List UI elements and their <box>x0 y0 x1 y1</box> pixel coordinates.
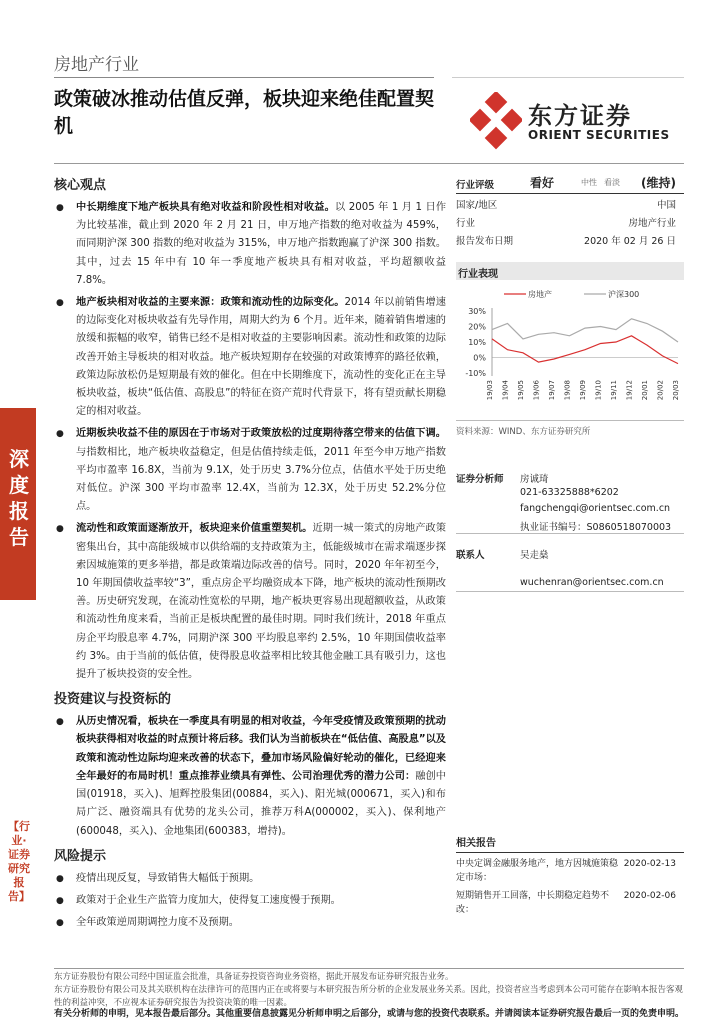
report-title: 政策破冰推动估值反弹，板块迎来绝佳配置契机 <box>54 88 435 137</box>
risk-item: ● 疫情出现反复，导致销售大幅低于预期。 <box>54 870 446 888</box>
info-row <box>456 214 684 230</box>
x-tick-label: 19/05 <box>517 380 525 401</box>
rating-row <box>456 174 684 194</box>
analyst-name: 房诚琦 <box>520 474 549 485</box>
related-item[interactable] <box>456 889 684 917</box>
report-category-vertical: 【行业·证券研究报告】 <box>8 820 30 903</box>
related-heading: 相关报告 <box>456 834 684 853</box>
orient-securities-logo <box>470 92 680 152</box>
core-bullet <box>54 425 446 516</box>
rating-neutral: 中性 <box>581 178 597 187</box>
footer-line: 东方证券股份有限公司经中国证监会批准，具备证券投资咨询业务资格，据此开展发布证券研究报告业务。 <box>54 972 454 982</box>
info-value: 中国 <box>656 200 676 211</box>
related-date: 2020-02-13 <box>623 859 676 869</box>
x-tick-label: 20/02 <box>656 380 665 401</box>
analyst-cert: 执业证书编号：S0860518070003 <box>520 522 672 533</box>
footer-disclaimer <box>54 968 684 1010</box>
chart-source: 资料来源：WIND、东方证券研究所 <box>456 420 684 437</box>
logo-en-text: ORIENT SECURITIES <box>528 128 670 142</box>
analyst-cert-row <box>456 518 684 534</box>
invest-bullet <box>54 713 446 840</box>
info-key: 行业 <box>456 218 476 229</box>
related-title: 中央定调金融服务地产，地方因城施策稳定市场： <box>456 859 619 883</box>
analyst-phone-row <box>456 486 684 502</box>
info-row <box>456 232 684 248</box>
core-bullet-text: 近期一城一策式的房地产政策密集出台，其中高能级城市以供给端的支持政策为主，低能级城市在需求端逐步探索因城施策的更多举措，都是政策端边际改善的信号。同时，2020 年年初至今，10 年期国债收益率较“3”，重点房企平均融资成本下降，地产板块的流动性预期改善。历史研究发现，在流动性宽松的早期，地产板块更容易出现超额收益，从政策和流动性角度来看，当前正是板块配置的最佳时期。同时我们统计，2018 年重点房企平均股息率 4.7%，同期沪深 300 平均股息率约 2.5%，10 年期国债收益率约 3%。由于当前的低估值，使得股息收益率相比较其他金融工具有吸引力，这也提升了板块投资的安全性。 <box>76 523 447 681</box>
x-tick-label: 19/06 <box>532 380 541 401</box>
info-row <box>456 196 684 212</box>
contact-row <box>456 546 684 562</box>
footer-line: 东方证券股份有限公司及其关联机构在法律许可的范围内正在或将要与本研究报告所分析的企业发展业务关系。因此，投资者应当考虑到本公司可能存在影响本报告客观性的利益冲突，不应视本证券研究报告为投资决策的唯一因素。 <box>54 985 684 1008</box>
analyst-panel <box>456 470 684 592</box>
related-date: 2020-02-06 <box>623 891 676 901</box>
core-bullet-lead: 流动性和政策面逐渐放开，板块迎来价值重塑契机。 <box>76 523 313 535</box>
analyst-email[interactable]: fangchengqi@orientsec.com.cn <box>520 503 671 514</box>
trend-chart-svg <box>456 286 684 406</box>
header-divider <box>54 77 434 78</box>
contact-email[interactable]: wuchenran@orientsec.com.cn <box>520 577 664 588</box>
y-tick-label: 10% <box>468 338 486 347</box>
series-line <box>492 336 678 364</box>
core-bullet-text: 与指数相比，地产板块收益稳定，但是估值持续走低，2011 年至今申万地产指数平均市盈率 16.8X，当前为 9.1X，处于历史 3.7%分位点，估值水平处于历史绝对低位。沪深 300 平均市盈率 12.4X，当前为 12.3X，处于历史 52.2%分位点。 <box>76 446 446 513</box>
rating-keep: (维持) <box>641 176 676 190</box>
x-tick-label: 20/03 <box>672 380 680 401</box>
risk-item: ● 全年政策逆周期调控力度不及预期。 <box>54 914 446 932</box>
top-rule <box>54 163 684 164</box>
y-tick-label: 20% <box>468 322 486 332</box>
contact-email-row <box>456 576 684 592</box>
related-reports <box>456 834 684 921</box>
x-tick-label: 19/09 <box>579 380 587 401</box>
info-value: 2020 年 02 月 26 日 <box>584 236 676 247</box>
risk-item: ● 政策对于企业生产监管力度加大，使得复工速度慢于预期。 <box>54 892 446 910</box>
invest-heading: 投资建议与投资标的 <box>54 692 172 708</box>
core-bullet-text: 2014 年以前销售增速的边际变化对板块收益有先导作用，周期大约为 6 个月。近年来，随着销售增速的放缓和振幅的收窄，销售已经不是相对收益的主要影响因素。流动性和政策的边际改善开始主导板块的相对收益。地产板块短期存在较强的对政策博弈的路径依赖，政策边际放松仍是短期最有效的催化。但在中长期维度下，流动性的变化正在主导板块收益，板块“低估值、高股息”的特征在资产荒时代背景下，将有望贡献长期稳定的相对收益。 <box>76 297 446 418</box>
core-bullet-lead: 地产板块相对收益的主要来源：政策和流动性的边际变化。 <box>76 297 345 309</box>
header-divider-right <box>452 77 684 78</box>
risk-heading: 风险提示 <box>54 848 107 864</box>
x-tick-label: 19/11 <box>610 380 618 401</box>
related-title: 短期销售开工回落，中长期稳定趋势不改： <box>456 891 610 915</box>
core-heading: 核心观点 <box>54 178 107 193</box>
contact-name: 吴走燊 <box>520 550 549 561</box>
logo-mark-icon <box>470 92 522 150</box>
info-key: 国家/地区 <box>456 200 498 211</box>
footer-notice: 有关分析师的申明，见本报告最后部分。其他重要信息披露见分析师申明之后部分，或请与您的投资代表联系。并请阅读本证券研究报告最后一页的免责申明。 <box>54 1009 685 1019</box>
x-tick-label: 20/01 <box>641 380 649 401</box>
info-value: 房地产行业 <box>628 218 676 229</box>
main-content <box>54 174 446 936</box>
analyst-phone: 021-63325888*6202 <box>520 487 619 498</box>
analyst-label: 证券分析师 <box>456 474 504 485</box>
report-sector: 房地产行业 <box>54 55 139 75</box>
series-line <box>492 319 678 342</box>
invest-lead: 从历史情况看，板块在一季度具有明显的相对收益，今年受疫情及政策预期的扰动板块获得相对收益的时点预计将后移。我们认为当前板块在“低估值、高股息”以及政策和流动性边际均迎来改善的状态下，叠加市场风险偏好轮动的催化，已经迎来全年最好的布局时机！重点推荐业绩具有弹性、公司治理优秀的潜力公司： <box>76 716 446 782</box>
core-bullet <box>54 294 446 421</box>
y-tick-label: -10% <box>465 368 486 378</box>
core-bullet-lead: 近期板块收益不佳的原因在于市场对于政策放松的过度期待落空带来的估值下调。 <box>76 428 446 440</box>
report-type-label: 深度报告 <box>9 447 29 549</box>
legend-label: 房地产 <box>528 290 552 299</box>
analyst-email-row <box>456 502 684 518</box>
rating-label: 行业评级 <box>456 180 495 191</box>
legend-label: 沪深300 <box>608 290 640 299</box>
logo-cn-text: 东方证券 <box>528 102 632 130</box>
trend-heading: 行业表现 <box>456 262 684 280</box>
trend-chart <box>456 286 684 406</box>
contact-label: 联系人 <box>456 550 485 561</box>
info-panel <box>456 174 684 437</box>
x-tick-label: 19/08 <box>563 380 572 401</box>
core-bullet-text: 以 2005 年 1 月 1 日作为比较基准，截止到 2020 年 2 月 21 日，申万地产指数的绝对收益为 459%，而同期沪深 300 指数的绝对收益为 315%，申万地产指数跑赢了沪深 300 指数。其中，过去 15 年中有 10 年一季度地产板块具有相对收益，平均超额收益 7.8%。 <box>76 202 446 286</box>
x-tick-label: 19/04 <box>501 380 510 401</box>
rating-bearish: 看淡 <box>604 178 620 187</box>
info-key: 报告发布日期 <box>456 236 514 247</box>
analyst-row <box>456 470 684 486</box>
rating-value: 看好 <box>530 176 555 190</box>
x-tick-label: 19/10 <box>594 380 603 401</box>
core-bullet-lead: 中长期维度下地产板块具有绝对收益和阶段性相对收益。 <box>76 202 336 213</box>
x-tick-label: 19/12 <box>625 380 634 401</box>
invest-text: 融创中国(01918，买入)、旭辉控股集团(00884，买入)、阳光城(000671，买入)和布局广泛、融资端具有优势的龙头公司，推荐万科A(000002，买入)、保利地产(600048，买入)、金地集团(600383，增持)。 <box>76 770 446 837</box>
x-tick-label: 19/03 <box>486 380 494 401</box>
related-item[interactable] <box>456 857 684 885</box>
core-bullet <box>54 520 446 684</box>
core-bullet <box>54 199 446 290</box>
y-tick-label: 0% <box>473 353 486 363</box>
x-tick-label: 19/07 <box>548 380 556 401</box>
y-tick-label: 30% <box>468 307 486 317</box>
